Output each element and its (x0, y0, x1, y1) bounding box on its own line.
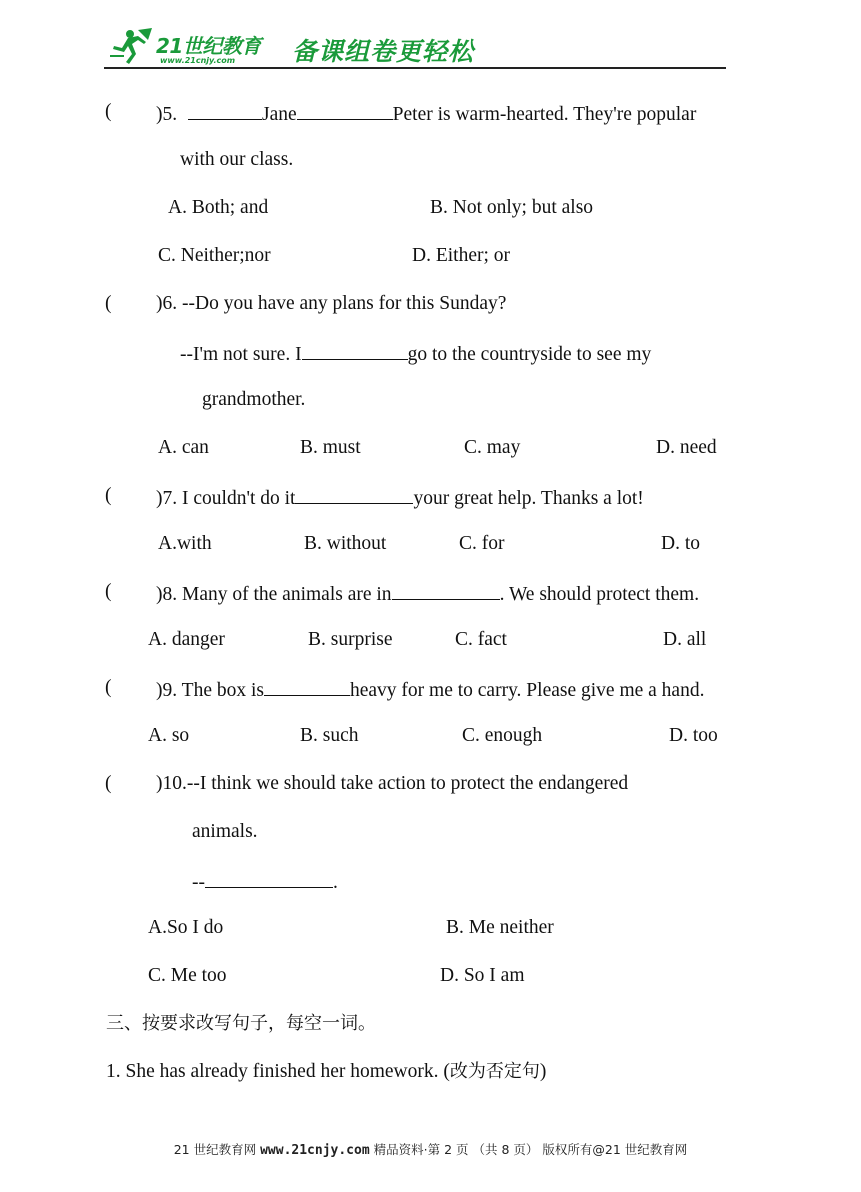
option-a[interactable]: A. Both; and (168, 197, 269, 218)
footer-url-link[interactable]: www.21cnjy.com (260, 1143, 370, 1158)
answer-paren-q6: ( (105, 293, 112, 314)
rewrite-item-1 (106, 1060, 546, 1084)
option-a[interactable]: A. can (158, 437, 209, 458)
option-a[interactable]: A.with (158, 533, 212, 554)
logo-brand-text: 21世纪教育 (156, 34, 261, 58)
answer-blank[interactable] (264, 676, 350, 696)
question-5-continuation: with our class. (180, 149, 294, 170)
option-c[interactable]: C. Me too (148, 965, 227, 986)
option-a[interactable]: A. danger (148, 629, 225, 650)
option-c[interactable]: C. Neither;nor (158, 245, 271, 266)
option-d[interactable]: D. to (661, 533, 700, 554)
question-10-continuation: animals. (192, 821, 258, 842)
stem-text: --I think we should take action to protect the endangered (186, 773, 629, 794)
answer-paren-q8: ( (105, 581, 112, 602)
stem-text: ) (539, 1061, 547, 1082)
runner-logo-icon (108, 26, 154, 66)
section-heading: 三、按要求改写句子，每空一词。 (106, 1013, 376, 1034)
answer-blank[interactable] (188, 100, 262, 120)
question-9-stem (156, 676, 704, 703)
stem-text: heavy for me to carry. Please give me a hand. (349, 680, 705, 701)
stem-text: I couldn't do it (182, 488, 296, 509)
stem-text: --Do you have any plans for this Sunday? (182, 293, 507, 314)
question-6-stem (156, 292, 506, 316)
logo-url-text: www.21cnjy.com (160, 56, 236, 65)
page-footer (0, 1140, 861, 1158)
option-c[interactable]: C. for (459, 533, 505, 554)
header-divider (104, 67, 726, 69)
question-7-stem (156, 484, 644, 511)
option-d[interactable]: D. Either; or (412, 245, 511, 266)
option-b[interactable]: B. must (300, 437, 361, 458)
question-number: )8. (156, 584, 178, 605)
option-d[interactable]: D. too (669, 725, 718, 746)
option-a[interactable]: A.So I do (148, 917, 224, 938)
question-5-stem (156, 100, 696, 127)
stem-text: -- (192, 872, 205, 893)
question-number: )7. (156, 488, 178, 509)
answer-paren-q7: ( (105, 485, 112, 506)
stem-text: Peter is warm-hearted. They're popular (392, 104, 697, 125)
answer-paren-q9: ( (105, 677, 112, 698)
stem-text: . We should protect them. (499, 584, 700, 605)
answer-paren-q5: ( (105, 101, 112, 122)
stem-text: . (333, 872, 338, 893)
option-d[interactable]: D. need (656, 437, 717, 458)
question-10-reply (192, 868, 338, 895)
option-d[interactable]: D. So I am (440, 965, 525, 986)
instruction-text: 改为否定句 (449, 1061, 540, 1082)
question-10-stem (156, 772, 628, 796)
option-b[interactable]: B. Not only; but also (430, 197, 594, 218)
answer-paren-q10: ( (105, 773, 112, 794)
option-c[interactable]: C. enough (462, 725, 543, 746)
question-number: )6. (156, 293, 178, 314)
header-slogan: 备课组卷更轻松 (292, 37, 475, 66)
question-8-stem (156, 580, 699, 607)
option-b[interactable]: B. without (304, 533, 387, 554)
answer-blank[interactable] (297, 100, 393, 120)
answer-blank[interactable] (302, 340, 408, 360)
option-d[interactable]: D. all (663, 629, 707, 650)
footer-site-name: 21 世纪教育网 (173, 1142, 261, 1157)
option-b[interactable]: B. surprise (308, 629, 393, 650)
footer-page-info: 精品资料·第 2 页 （共 8 页） 版权所有@21 世纪教育网 (369, 1142, 688, 1157)
stem-text: Jane (262, 104, 297, 125)
stem-text: Many of the animals are in (182, 584, 392, 605)
stem-text: --I'm not sure. I (180, 344, 302, 365)
option-b[interactable]: B. such (300, 725, 359, 746)
answer-blank[interactable] (295, 484, 413, 504)
option-b[interactable]: B. Me neither (446, 917, 554, 938)
option-a[interactable]: A. so (148, 725, 190, 746)
question-6-continuation: grandmother. (202, 389, 306, 410)
page-header (104, 24, 726, 72)
stem-text: your great help. Thanks a lot! (413, 488, 644, 509)
stem-text: The box is (181, 680, 264, 701)
stem-text: 1. She has already finished her homework. ( (106, 1061, 450, 1082)
question-number: )9. (156, 680, 178, 701)
question-6-reply (180, 340, 651, 367)
question-number: )10. (156, 773, 187, 794)
question-number: )5. (156, 104, 178, 125)
stem-text: go to the countryside to see my (407, 344, 652, 365)
option-c[interactable]: C. fact (455, 629, 507, 650)
option-c[interactable]: C. may (464, 437, 521, 458)
answer-blank[interactable] (392, 580, 500, 600)
answer-blank[interactable] (205, 868, 333, 888)
